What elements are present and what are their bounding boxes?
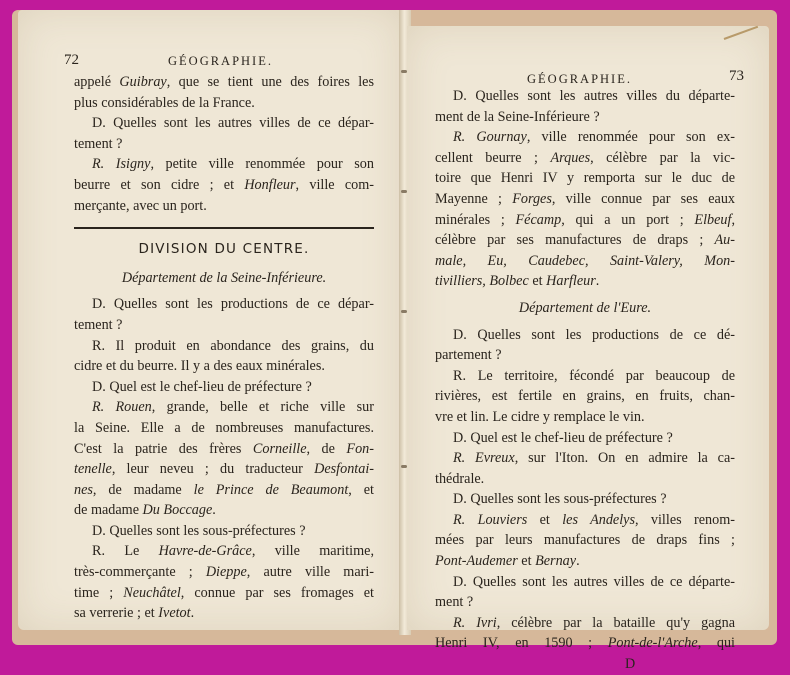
left-page-text — [74, 72, 374, 624]
question-line: tement ? — [74, 135, 123, 152]
answer-line: R. Evreux, sur l'Iton. On en admire la ca- — [453, 450, 736, 467]
question-line: D. Quelles sont les autres villes de ce départe- — [453, 573, 735, 590]
answer-line: tenelle, leur neveu ; du traducteur Desfontai- — [74, 461, 374, 478]
department-heading: Département de l'Eure. — [518, 299, 652, 316]
left-page — [18, 10, 401, 630]
answer-line: vre et lin. Le cidre y remplace le vin. — [435, 408, 645, 425]
answer-line: Pont-Audemer et Bernay. — [435, 553, 580, 570]
answer-line: thédrale. — [435, 470, 485, 487]
answer-line: mées par leurs manufactures de draps fins ; — [435, 532, 735, 549]
running-header: GÉOGRAPHIE. — [527, 72, 632, 86]
answer-line: R. Le Havre-de-Grâce, ville maritime, — [92, 543, 374, 560]
answer-line: R. Louviers et les Andelys, villes renom- — [453, 511, 735, 528]
answer-line: la Seine. Elle a de nombreuses manufactures. — [74, 419, 374, 436]
answer-line: R. Rouen, grande, belle et riche ville sur — [92, 399, 374, 416]
running-header: GÉOGRAPHIE. — [168, 54, 273, 68]
section-rule — [74, 227, 374, 229]
answer-line: male, Eu, Caudebec, Saint-Valery, Mon- — [435, 252, 735, 269]
open-book — [12, 10, 777, 673]
answer-line: time ; Neuchâtel, connue par ses fromages et — [74, 584, 374, 601]
question-line: D. Quelles sont les sous-préfectures ? — [92, 522, 306, 539]
question-line: D. Quelles sont les productions de ce dépar- — [92, 296, 374, 313]
answer-line: R. Il produit en abondance des grains, du — [92, 337, 374, 354]
answer-line: rivières, est fertile en grains, en fruits, chan- — [435, 388, 735, 405]
answer-line: R. Ivri, célèbre par la bataille qu'y gagna — [453, 614, 735, 631]
right-page-text — [435, 86, 735, 675]
question-line: D. Quel est le chef-lieu de préfecture ? — [453, 429, 673, 446]
right-page — [407, 26, 769, 673]
question-line: ment de la Seine-Inférieure ? — [435, 108, 600, 125]
answer-line: de madame Du Boccage. — [74, 502, 216, 519]
answer-line: R. Isigny, petite ville renommée pour son — [92, 156, 374, 173]
answer-line: beurre et son cidre ; et Honfleur, ville com- — [74, 176, 374, 193]
question-line: D. Quelles sont les productions de ce dé- — [453, 326, 735, 343]
text-line: appelé Guibray, que se tient une des foires les — [74, 74, 374, 90]
question-line: D. Quelles sont les sous-préfectures ? — [453, 491, 667, 508]
answer-line: C'est la patrie des frères Corneille, de Fon- — [74, 440, 374, 457]
question-line: D. Quelles sont les autres villes du départe- — [453, 88, 735, 104]
answer-line: minérales ; Fécamp, qui a un port ; Elbeuf, — [435, 211, 735, 228]
answer-line: très-commerçante ; Dieppe, autre ville mari- — [74, 564, 375, 581]
answer-line: sa verrerie ; et Ivetot. — [74, 605, 195, 622]
page-number: 73 — [729, 68, 744, 84]
question-line: ment ? — [435, 594, 474, 611]
answer-line: Mayenne ; Forges, ville connue par ses eaux — [435, 190, 736, 207]
division-heading: DIVISION DU CENTRE. — [138, 241, 310, 258]
text-line: plus considérables de la France. — [74, 94, 255, 111]
answer-line: R. Gournay, ville renommée pour son ex- — [453, 129, 736, 146]
answer-line: merçante, avec un port. — [74, 197, 207, 214]
answer-line: R. Le territoire, fécondé par beaucoup de — [453, 367, 735, 384]
department-heading: Département de la Seine-Inférieure. — [121, 269, 327, 286]
question-line: partement ? — [435, 347, 502, 364]
question-line: tement ? — [74, 316, 123, 333]
answer-line: nes, de madame le Prince de Beaumont, et — [74, 481, 374, 498]
answer-line: célèbre par ses manufactures de draps ; Au- — [435, 232, 735, 249]
answer-line: tivilliers, Bolbec et Harfleur. — [435, 273, 600, 290]
question-line: D. Quelles sont les autres villes de ce dépar- — [92, 115, 374, 132]
answer-line: toire que Henri IV y remporta sur le duc de — [435, 170, 735, 187]
question-line: D. Quel est le chef-lieu de préfecture ? — [92, 378, 312, 395]
answer-line: Henri IV, en 1590 ; Pont-de-l'Arche, qui — [435, 635, 735, 652]
answer-line: cellent beurre ; Arques, célèbre par la vic- — [435, 149, 735, 166]
answer-line: cidre et du beurre. Il y a des eaux minérales. — [74, 358, 325, 375]
signature-mark: D — [625, 656, 636, 673]
page-number: 72 — [64, 52, 79, 68]
